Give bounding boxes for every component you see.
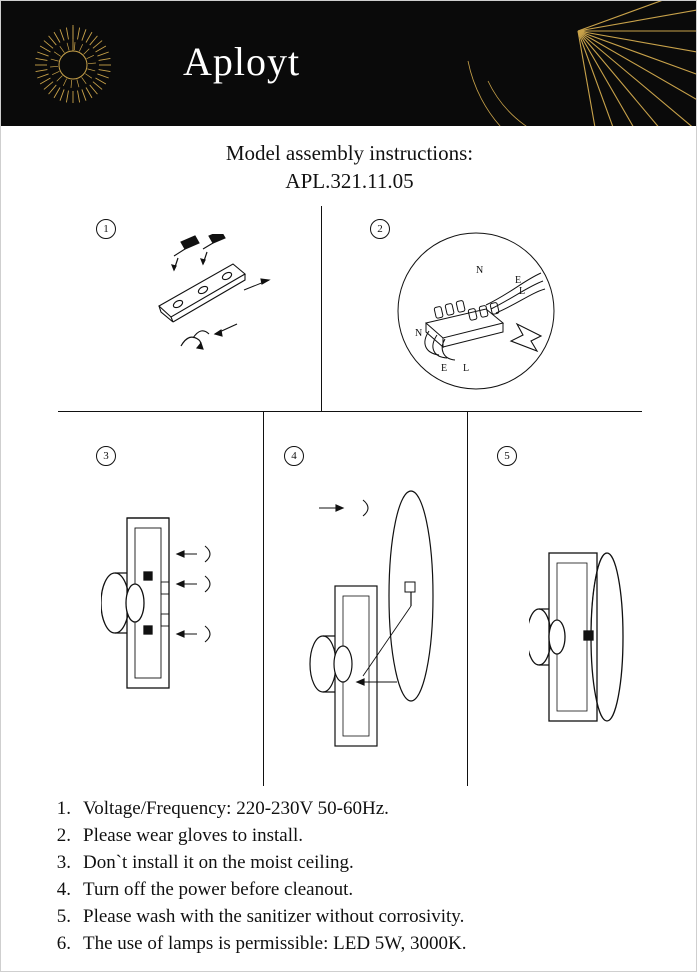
note-text: The use of lamps is permissible: LED 5W, 3000K.: [83, 933, 467, 954]
note-item: [41, 904, 671, 929]
instruction-notes-list: [41, 796, 671, 958]
grid-divider-vertical-top: [321, 206, 322, 411]
page-title: [1, 139, 697, 195]
note-text: Turn off the power before cleanout.: [83, 879, 354, 900]
note-item: [41, 850, 671, 875]
step-badge-2: 2: [370, 219, 390, 239]
sunburst-icon: [31, 23, 115, 107]
note-item: [41, 823, 671, 848]
round-diffuser-attachment-diagram: [301, 486, 461, 761]
step-badge-5: 5: [497, 446, 517, 466]
note-number: 3.: [56, 852, 71, 873]
wall-lamp-side-view-with-arrows-diagram: [101, 506, 231, 701]
note-number: 2.: [56, 825, 71, 846]
assembled-lamp-side-view-diagram: [529, 541, 659, 736]
note-number: 5.: [56, 906, 71, 927]
note-number: 4.: [56, 879, 71, 900]
rays-fan-icon: [428, 1, 697, 126]
header-banner: [1, 1, 697, 126]
step-badge-3: 3: [96, 446, 116, 466]
note-text: Don`t install it on the moist ceiling.: [83, 852, 354, 873]
note-text: Please wear gloves to install.: [83, 825, 304, 846]
terminal-block-wiring-detail-diagram: [391, 231, 571, 401]
note-text: Please wash with the sanitizer without corrosivity.: [83, 906, 465, 927]
title-line-2: APL.321.11.05: [285, 169, 414, 193]
note-number: 1.: [56, 798, 71, 819]
mounting-bracket-with-screws-diagram: [141, 234, 291, 369]
wire-label-n-bottom: N: [415, 328, 423, 339]
wire-label-e-top: E: [515, 275, 522, 286]
note-text: Voltage/Frequency: 220-230V 50-60Hz.: [83, 798, 389, 819]
wire-label-l-bottom: L: [463, 363, 470, 374]
grid-divider-vertical-left: [263, 411, 264, 786]
grid-divider-vertical-right: [467, 411, 468, 786]
wire-label-n-top: N: [476, 265, 484, 276]
note-item: [41, 796, 671, 821]
assembly-diagram-grid: [1, 206, 697, 786]
step-badge-4: 4: [284, 446, 304, 466]
note-number: 6.: [56, 933, 71, 954]
title-line-1: Model assembly instructions:: [225, 141, 474, 165]
step-badge-1: 1: [96, 219, 116, 239]
note-item: [41, 877, 671, 902]
brand-logo-text: Aployt: [183, 39, 301, 84]
grid-divider-horizontal: [58, 411, 642, 412]
wire-label-l-top: L: [519, 286, 526, 297]
note-item: [41, 931, 671, 956]
wire-label-e-bottom: E: [441, 363, 448, 374]
